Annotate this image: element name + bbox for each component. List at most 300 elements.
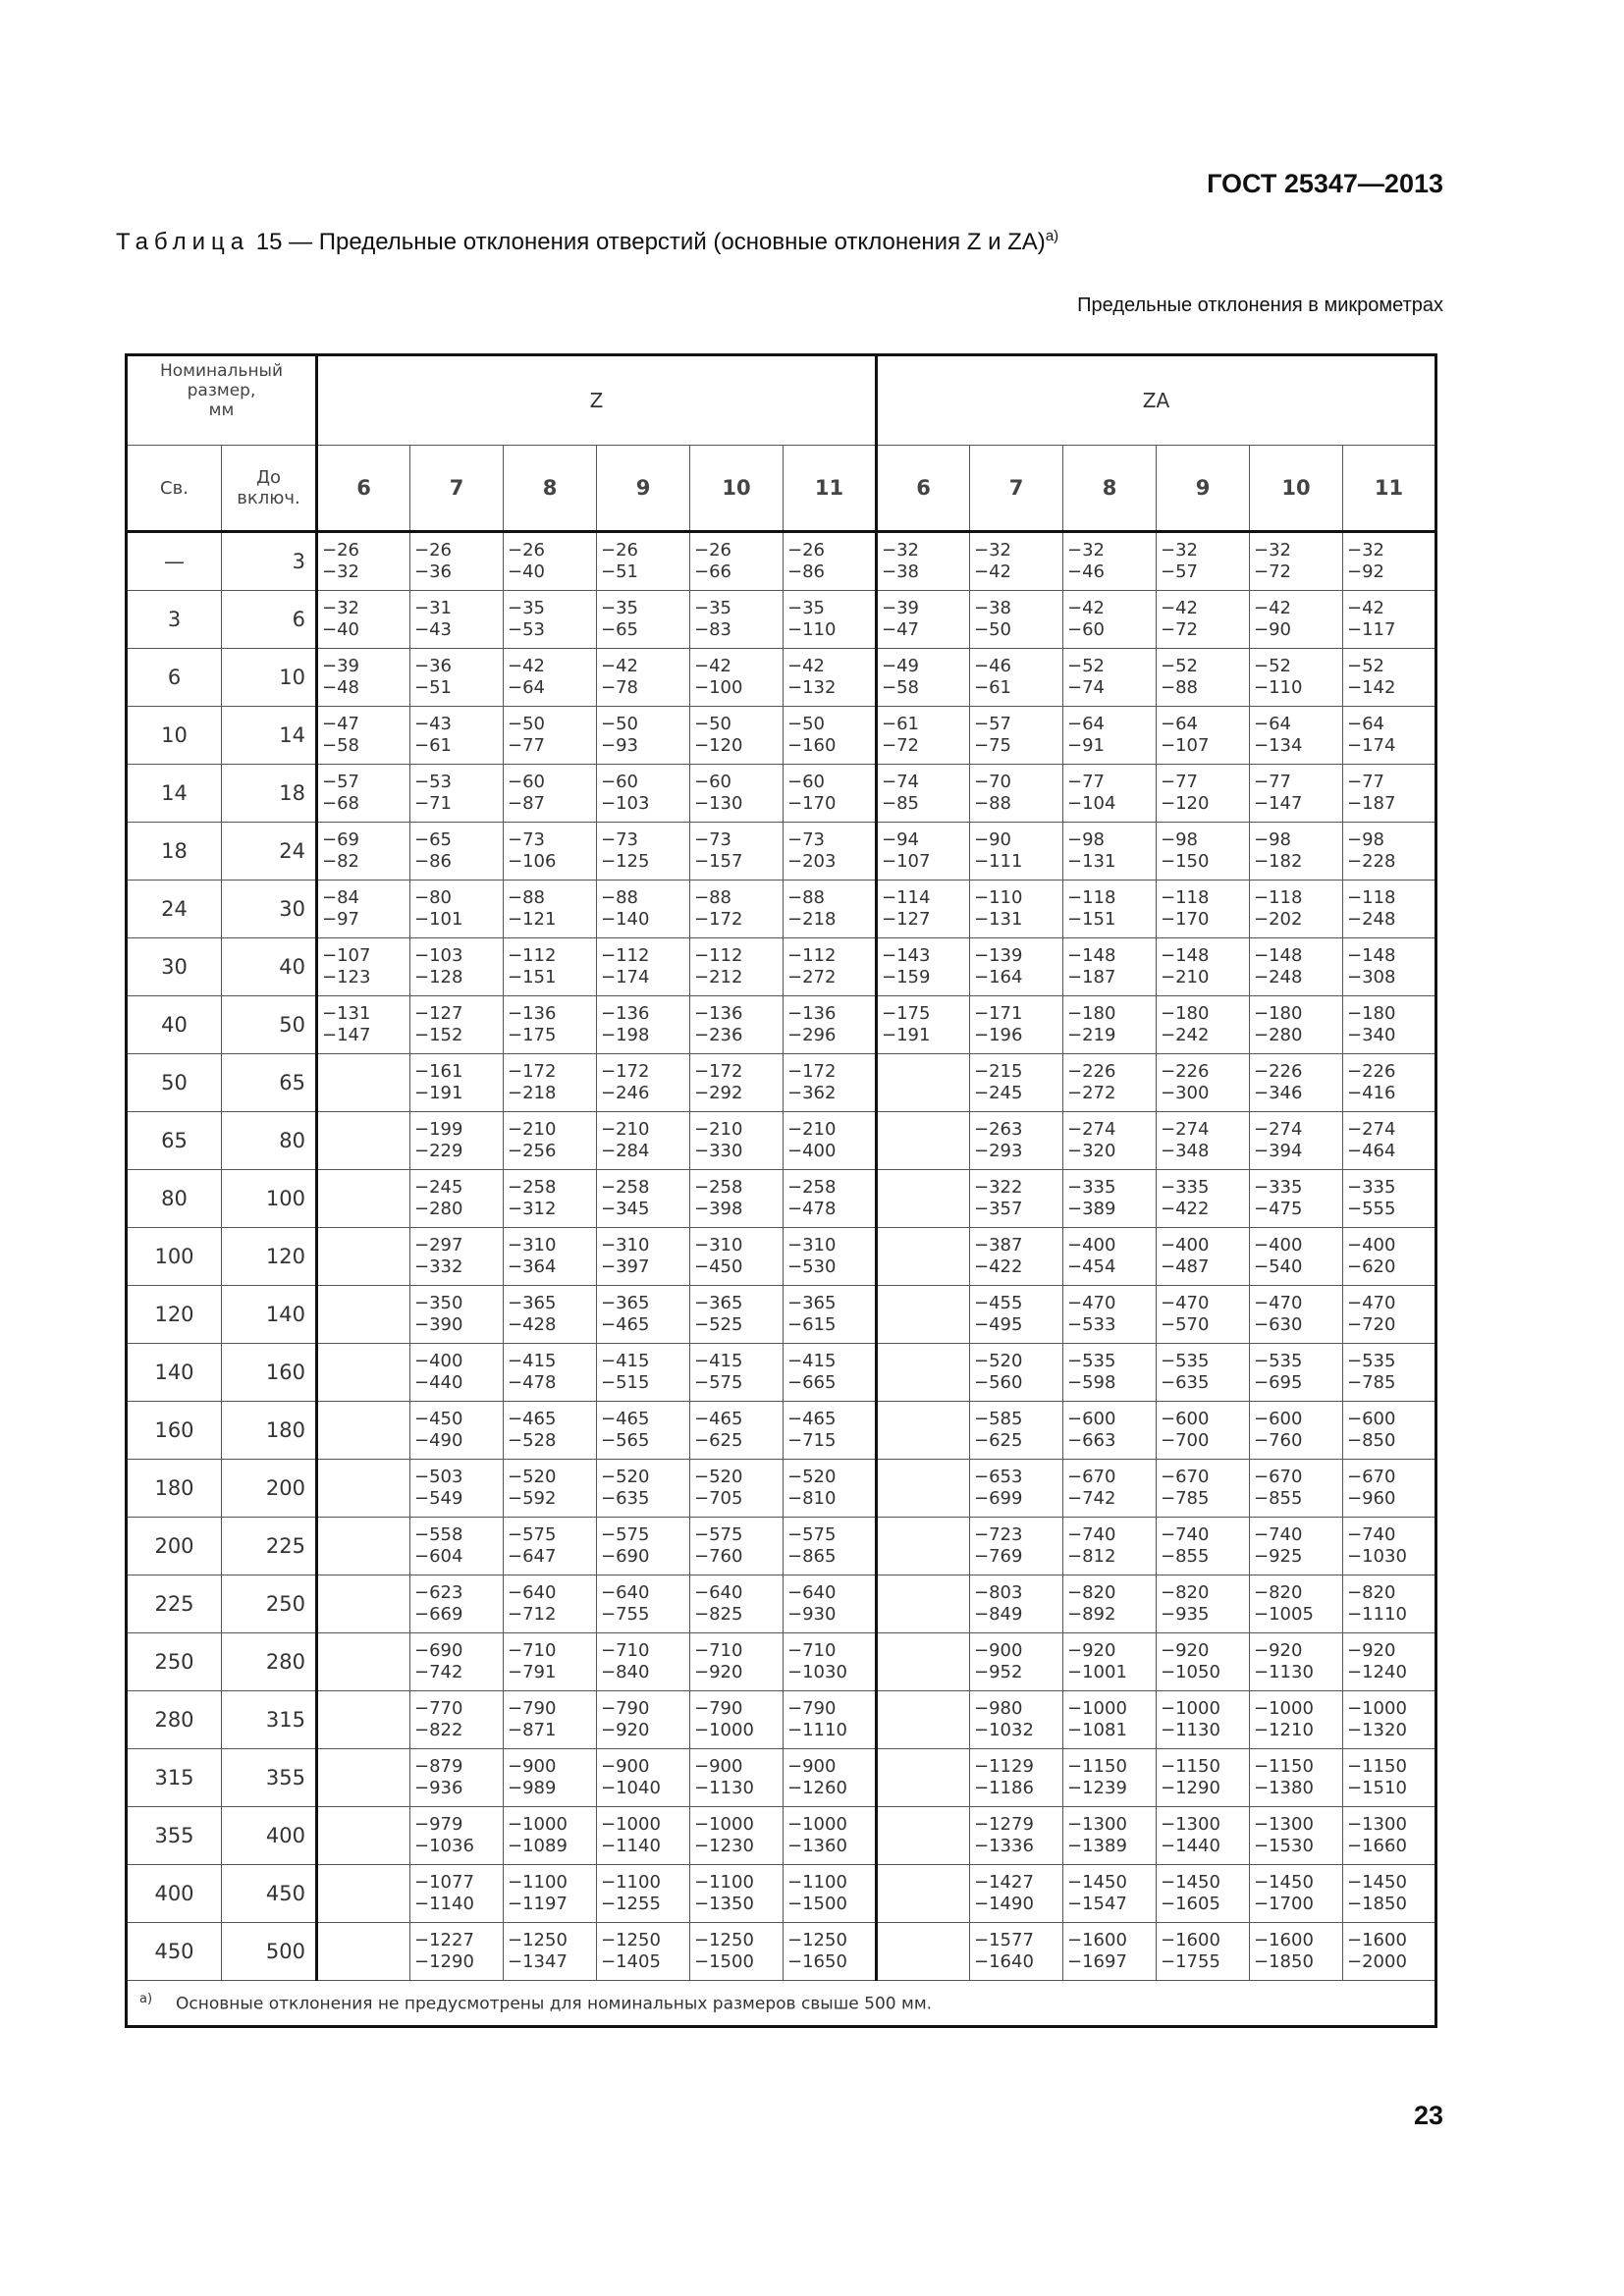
deviation-cell [690,765,784,823]
lower-deviation: −695 [1254,1372,1303,1393]
lower-deviation: −50 [974,619,1011,640]
deviation-cell [877,1865,970,1923]
lower-deviation: −1089 [508,1836,568,1856]
upper-deviation: −1100 [601,1872,661,1893]
table-row [127,823,1436,881]
upper-deviation: −520 [694,1467,743,1487]
lower-deviation: −422 [974,1256,1023,1277]
deviation-cell [784,1518,877,1575]
lower-deviation: −1186 [974,1778,1034,1798]
deviation-cell [784,881,877,938]
deviation-cell [1157,532,1250,591]
lower-deviation: −357 [974,1199,1023,1219]
upper-deviation: −199 [414,1119,463,1140]
upper-deviation: −653 [974,1467,1023,1487]
deviation-cell [970,823,1063,881]
lower-deviation: −332 [414,1256,463,1277]
deviation-cell [970,1575,1063,1633]
size-from: 355 [127,1807,222,1865]
upper-deviation: −64 [1161,714,1198,734]
lower-deviation: −248 [1254,967,1303,988]
lower-deviation: −272 [1067,1083,1116,1103]
upper-deviation: −900 [601,1756,650,1777]
upper-deviation: −180 [1161,1003,1210,1024]
deviation-cell [1157,1518,1250,1575]
upper-deviation: −820 [1067,1582,1116,1603]
upper-deviation: −415 [694,1351,743,1371]
deviation-cell [690,1807,784,1865]
lower-deviation: −196 [974,1025,1023,1045]
deviation-cell [597,649,690,707]
deviation-table [125,353,1437,2028]
lower-deviation: −174 [1347,735,1396,756]
upper-deviation: −979 [414,1814,463,1835]
deviation-cell [1343,532,1436,591]
upper-deviation: −1150 [1067,1756,1127,1777]
upper-deviation: −32 [1347,540,1384,561]
lower-deviation: −348 [1161,1141,1210,1161]
deviation-cell [597,591,690,649]
upper-deviation: −470 [1161,1293,1210,1313]
deviation-cell [1157,1228,1250,1286]
lower-deviation: −58 [882,677,919,698]
upper-deviation: −46 [974,656,1011,676]
lower-deviation: −159 [882,967,931,988]
lower-deviation: −930 [787,1604,837,1625]
upper-deviation: −575 [694,1524,743,1545]
deviation-cell [1343,823,1436,881]
upper-deviation: −1129 [974,1756,1034,1777]
lower-deviation: −110 [787,619,837,640]
table-row [127,1228,1436,1286]
deviation-cell [1250,1865,1343,1923]
upper-deviation: −365 [508,1293,557,1313]
deviation-cell [690,649,784,707]
lower-deviation: −187 [1347,793,1396,814]
upper-deviation: −64 [1067,714,1105,734]
lower-deviation: −93 [601,735,638,756]
lower-deviation: −635 [1161,1372,1210,1393]
lower-deviation: −218 [508,1083,557,1103]
upper-deviation: −740 [1347,1524,1396,1545]
size-to: 24 [222,823,317,881]
deviation-cell [317,1344,410,1402]
deviation-cell [690,1112,784,1170]
deviation-cell [1157,765,1250,823]
deviation-cell [1157,1923,1250,1981]
deviation-cell [410,1575,504,1633]
lower-deviation: −487 [1161,1256,1210,1277]
upper-deviation: −455 [974,1293,1023,1313]
deviation-cell [1343,1749,1436,1807]
deviation-cell [690,996,784,1054]
upper-deviation: −820 [1161,1582,1210,1603]
deviation-cell [690,1286,784,1344]
lower-deviation: −1755 [1161,1951,1220,1972]
deviation-cell [1063,823,1157,881]
deviation-cell [1343,707,1436,765]
upper-deviation: −400 [1161,1235,1210,1255]
deviation-cell [1063,532,1157,591]
lower-deviation: −1380 [1254,1778,1314,1798]
deviation-cell [504,707,597,765]
upper-deviation: −50 [601,714,638,734]
upper-deviation: −450 [414,1409,463,1429]
size-from: 250 [127,1633,222,1691]
upper-deviation: −365 [601,1293,650,1313]
deviation-cell [1250,938,1343,996]
lower-deviation: −160 [787,735,837,756]
upper-deviation: −1600 [1254,1930,1314,1950]
deviation-cell [504,1865,597,1923]
upper-deviation: −465 [508,1409,557,1429]
deviation-cell [784,532,877,591]
deviation-cell [970,649,1063,707]
upper-deviation: −335 [1161,1177,1210,1198]
deviation-cell [690,1691,784,1749]
upper-deviation: −60 [508,772,545,792]
deviation-cell [504,649,597,707]
lower-deviation: −130 [694,793,743,814]
deviation-cell [410,881,504,938]
upper-deviation: −35 [694,598,731,618]
upper-deviation: −258 [601,1177,650,1198]
deviation-cell [1250,532,1343,591]
deviation-cell [784,1691,877,1749]
upper-deviation: −415 [787,1351,837,1371]
upper-deviation: −38 [974,598,1011,618]
upper-deviation: −1600 [1067,1930,1127,1950]
deviation-cell [690,1170,784,1228]
lower-deviation: −1240 [1347,1662,1407,1682]
upper-deviation: −1450 [1254,1872,1314,1893]
upper-deviation: −723 [974,1524,1023,1545]
upper-deviation: −42 [601,656,638,676]
lower-deviation: −892 [1067,1604,1116,1625]
upper-deviation: −52 [1067,656,1105,676]
lower-deviation: −147 [322,1025,371,1045]
lower-deviation: −364 [508,1256,557,1277]
lower-deviation: −245 [974,1083,1023,1103]
upper-deviation: −1450 [1067,1872,1127,1893]
upper-deviation: −80 [414,887,452,908]
upper-deviation: −503 [414,1467,463,1487]
deviation-cell [410,1923,504,1981]
deviation-cell [1343,1575,1436,1633]
deviation-cell [1157,1170,1250,1228]
upper-deviation: −136 [601,1003,650,1024]
lower-deviation: −120 [1161,793,1210,814]
deviation-cell [877,1460,970,1518]
lower-deviation: −191 [414,1083,463,1103]
upper-deviation: −274 [1254,1119,1303,1140]
lower-deviation: −1210 [1254,1720,1314,1740]
deviation-cell [690,707,784,765]
deviation-cell [784,1170,877,1228]
deviation-cell [504,996,597,1054]
lower-deviation: −107 [1161,735,1210,756]
upper-deviation: −42 [787,656,825,676]
size-to: 160 [222,1344,317,1402]
upper-deviation: −171 [974,1003,1023,1024]
upper-deviation: −136 [694,1003,743,1024]
deviation-cell [970,1865,1063,1923]
deviation-cell [504,881,597,938]
deviation-cell [970,1691,1063,1749]
deviation-cell [597,1054,690,1112]
lower-deviation: −66 [694,561,731,582]
lower-deviation: −1110 [787,1720,847,1740]
lower-deviation: −1660 [1347,1836,1407,1856]
size-to: 450 [222,1865,317,1923]
upper-deviation: −470 [1347,1293,1396,1313]
table-row [127,591,1436,649]
deviation-cell [410,1518,504,1575]
upper-deviation: −210 [787,1119,837,1140]
lower-deviation: −1389 [1067,1836,1127,1856]
lower-deviation: −530 [787,1256,837,1277]
lower-deviation: −68 [322,793,359,814]
deviation-cell [317,1054,410,1112]
lower-deviation: −164 [974,967,1023,988]
table-row [127,1575,1436,1633]
lower-deviation: −785 [1347,1372,1396,1393]
deviation-cell [597,707,690,765]
upper-deviation: −710 [787,1640,837,1661]
upper-deviation: −172 [694,1061,743,1082]
deviation-cell [504,1923,597,1981]
lower-deviation: −202 [1254,909,1303,930]
upper-deviation: −465 [601,1409,650,1429]
lower-deviation: −140 [601,909,650,930]
grade-header-za: 11 [1343,446,1436,532]
table-row [127,881,1436,938]
lower-deviation: −1290 [414,1951,474,1972]
upper-deviation: −520 [601,1467,650,1487]
lower-deviation: −1510 [1347,1778,1407,1798]
deviation-cell [1343,591,1436,649]
upper-deviation: −42 [1161,598,1198,618]
upper-deviation: −1150 [1161,1756,1220,1777]
upper-deviation: −26 [601,540,638,561]
deviation-cell [1343,881,1436,938]
deviation-cell [877,765,970,823]
upper-deviation: −180 [1067,1003,1116,1024]
deviation-cell [877,881,970,938]
deviation-cell [690,1228,784,1286]
deviation-cell [970,1633,1063,1691]
deviation-cell [410,707,504,765]
upper-deviation: −148 [1347,945,1396,966]
lower-deviation: −228 [1347,851,1396,872]
upper-deviation: −400 [1254,1235,1303,1255]
lower-deviation: −117 [1347,619,1396,640]
deviation-cell [504,765,597,823]
deviation-cell [1063,765,1157,823]
upper-deviation: −245 [414,1177,463,1198]
lower-deviation: −51 [414,677,452,698]
upper-deviation: −52 [1347,656,1384,676]
deviation-cell [317,881,410,938]
upper-deviation: −710 [694,1640,743,1661]
deviation-cell [504,1633,597,1691]
upper-deviation: −39 [322,656,359,676]
upper-deviation: −1279 [974,1814,1034,1835]
lower-deviation: −760 [1254,1430,1303,1451]
upper-deviation: −131 [322,1003,371,1024]
size-to: 18 [222,765,317,823]
table-row [127,1865,1436,1923]
deviation-cell [877,938,970,996]
upper-deviation: −118 [1067,887,1116,908]
deviation-cell [1343,1402,1436,1460]
lower-deviation: −83 [694,619,731,640]
upper-deviation: −114 [882,887,931,908]
deviation-cell [970,1807,1063,1865]
deviation-cell [1250,1402,1343,1460]
upper-deviation: −1000 [1347,1698,1407,1719]
upper-deviation: −335 [1254,1177,1303,1198]
table-row [127,1460,1436,1518]
upper-deviation: −820 [1347,1582,1396,1603]
deviation-cell [877,532,970,591]
deviation-cell [1063,1865,1157,1923]
deviation-cell [597,1286,690,1344]
lower-deviation: −142 [1347,677,1396,698]
lower-deviation: −85 [882,793,919,814]
table-caption-lead: Таблица [116,229,250,255]
deviation-cell [877,591,970,649]
upper-deviation: −210 [508,1119,557,1140]
lower-deviation: −284 [601,1141,650,1161]
lower-deviation: −1490 [974,1894,1034,1914]
upper-deviation: −335 [1067,1177,1116,1198]
lower-deviation: −1605 [1161,1894,1220,1914]
lower-deviation: −394 [1254,1141,1303,1161]
lower-deviation: −1290 [1161,1778,1220,1798]
upper-deviation: −143 [882,945,931,966]
lower-deviation: −53 [508,619,545,640]
upper-deviation: −274 [1067,1119,1116,1140]
deviation-cell [1063,1228,1157,1286]
footnote-text: Основные отклонения не предусмотрены для номинальных размеров свыше 500 мм. [176,1994,933,2014]
lower-deviation: −615 [787,1314,837,1335]
table-caption-text: 15 — Предельные отклонения отверстий (основные отклонения Z и ZA) [249,229,1046,255]
size-from: 3 [127,591,222,649]
upper-deviation: −920 [1067,1640,1116,1661]
lower-deviation: −111 [974,851,1023,872]
size-to: 30 [222,881,317,938]
table-row [127,1518,1436,1575]
size-from: 140 [127,1344,222,1402]
upper-deviation: −73 [787,829,825,850]
size-from: 18 [127,823,222,881]
upper-deviation: −1100 [787,1872,847,1893]
lower-deviation: −952 [974,1662,1023,1682]
lower-deviation: −43 [414,619,452,640]
table-row [127,1054,1436,1112]
lower-deviation: −715 [787,1430,837,1451]
upper-deviation: −43 [414,714,452,734]
lower-deviation: −187 [1067,967,1116,988]
upper-deviation: −88 [508,887,545,908]
lower-deviation: −151 [1067,909,1116,930]
lower-deviation: −422 [1161,1199,1210,1219]
lower-deviation: −48 [322,677,359,698]
deviation-cell [1250,1228,1343,1286]
lower-deviation: −791 [508,1662,557,1682]
size-from: 120 [127,1286,222,1344]
lower-deviation: −525 [694,1314,743,1335]
upper-deviation: −77 [1347,772,1384,792]
deviation-cell [1063,1286,1157,1344]
upper-deviation: −60 [694,772,731,792]
table-row [127,996,1436,1054]
lower-deviation: −478 [787,1199,837,1219]
deviation-cell [1250,1170,1343,1228]
lower-deviation: −71 [414,793,452,814]
deviation-cell [690,1575,784,1633]
table-row [127,1112,1436,1170]
size-from: 160 [127,1402,222,1460]
size-from: 30 [127,938,222,996]
deviation-cell [1343,1112,1436,1170]
upper-deviation: −110 [974,887,1023,908]
upper-deviation: −175 [882,1003,931,1024]
deviation-cell [597,1865,690,1923]
lower-deviation: −1140 [601,1836,661,1856]
upper-deviation: −98 [1254,829,1291,850]
deviation-cell [784,591,877,649]
deviation-cell [877,1575,970,1633]
lower-deviation: −128 [414,967,463,988]
upper-deviation: −640 [787,1582,837,1603]
lower-deviation: −742 [414,1662,463,1682]
deviation-cell [597,1691,690,1749]
size-to: 10 [222,649,317,707]
lower-deviation: −125 [601,851,650,872]
lower-deviation: −38 [882,561,919,582]
lower-deviation: −330 [694,1141,743,1161]
upper-deviation: −172 [787,1061,837,1082]
upper-deviation: −640 [508,1582,557,1603]
lower-deviation: −669 [414,1604,463,1625]
deviation-cell [1250,1054,1343,1112]
lower-deviation: −1081 [1067,1720,1127,1740]
table-row [127,1923,1436,1981]
upper-deviation: −980 [974,1698,1023,1719]
deviation-cell [690,938,784,996]
upper-deviation: −535 [1347,1351,1396,1371]
deviation-cell [410,1402,504,1460]
deviation-cell [317,1923,410,1981]
deviation-cell [690,1344,784,1402]
deviation-cell [1250,996,1343,1054]
deviation-cell [597,1923,690,1981]
upper-deviation: −1250 [508,1930,568,1950]
lower-deviation: −72 [1161,619,1198,640]
deviation-cell [970,1112,1063,1170]
upper-deviation: −42 [1347,598,1384,618]
upper-deviation: −920 [1347,1640,1396,1661]
table-footnote [127,1981,1436,2027]
lower-deviation: −210 [1161,967,1210,988]
deviation-cell [877,1228,970,1286]
deviation-cell [410,1170,504,1228]
lower-deviation: −174 [601,967,650,988]
lower-deviation: −58 [322,735,359,756]
lower-deviation: −46 [1067,561,1105,582]
